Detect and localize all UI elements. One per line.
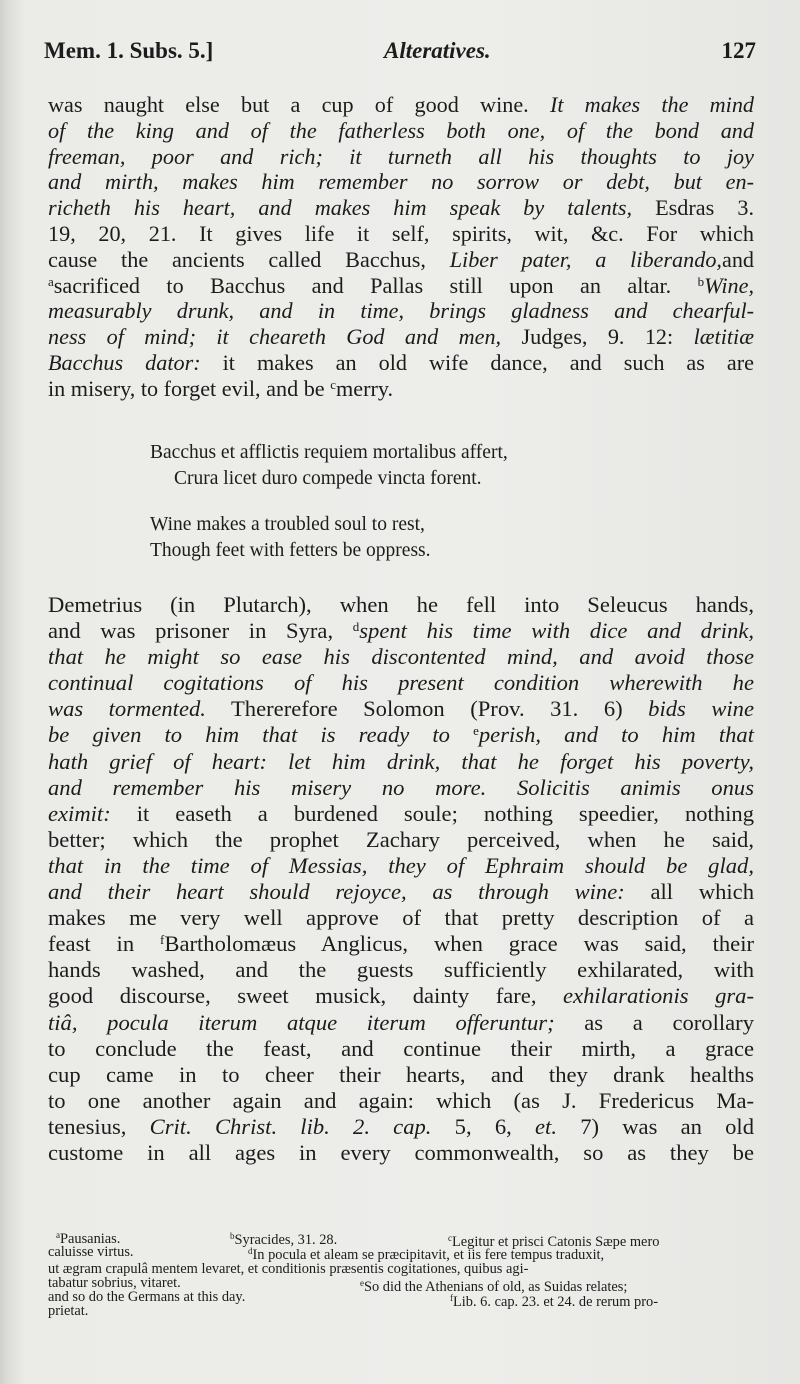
italic-run: It makes the mind — [549, 92, 755, 117]
text-line — [48, 905, 754, 931]
text-line — [48, 144, 754, 170]
italic-run: tiâ, pocula iterum atque iterum offeruntur; — [48, 1009, 555, 1035]
text-line — [48, 644, 754, 670]
italic-run: that he might so ease his discontented mind, and avoid those — [48, 644, 754, 670]
text-line — [48, 324, 754, 350]
footnote-marker: b — [697, 273, 705, 289]
text-line — [48, 118, 754, 144]
text-run: hands washed, and the guests sufficiently exhilarated, with — [48, 957, 754, 983]
text-line — [48, 1036, 754, 1062]
text-run: as a corollary — [554, 1009, 754, 1035]
footnote-f-cont: prietat. — [48, 1303, 89, 1319]
italic-run: ness of mind; it cheareth God and men, — [48, 324, 502, 350]
italic-run: hath grief of heart: let him drink, that he forget his poverty, — [48, 748, 754, 774]
verse-line: Bacchus et afflictis requiem mortalibus affert, — [150, 442, 508, 463]
verse-line: Though feet with fetters be oppress. — [150, 539, 431, 561]
text-run: and — [721, 246, 755, 272]
text-run: cause the ancients called Bacchus, — [48, 246, 450, 272]
text-run: better; which the prophet Zachary perceived, when he said, — [48, 826, 754, 852]
footnote-marker: c — [330, 376, 336, 392]
text-line — [48, 592, 754, 618]
verse-line: Wine makes a troubled soul to rest, — [150, 514, 425, 535]
text-run: custome in all ages in every commonwealth, so as they be — [48, 1139, 754, 1165]
italic-run: perish, and to him that — [478, 722, 754, 748]
footnote-d-cont: tabatur sobrius, vitaret. — [48, 1275, 181, 1291]
text-run: Bartholomæus Anglicus, when grace was said, their — [164, 931, 754, 957]
text-run: Demetrius (in Plutarch), when he fell into Seleucus hands, — [48, 592, 754, 617]
text-run: 19, 20, 21. It gives life it self, spirits, wit, &c. For which — [48, 220, 754, 246]
text-run: makes me very well approve of that pretty description of a — [48, 905, 754, 931]
text-run: cup came in to cheer their hearts, and they drank healths — [48, 1061, 754, 1087]
text-run: 7) was an old — [556, 1113, 755, 1139]
text-line — [48, 247, 754, 273]
text-line — [48, 983, 754, 1009]
italic-run: measurably drunk, and in time, brings gladness and chearful- — [48, 298, 754, 324]
text-run: merry. — [336, 375, 394, 401]
footnote-c: $^c$Legitur et prisci Catonis Sæpe mero — [448, 1233, 660, 1250]
paragraph-1 — [48, 92, 754, 402]
text-run: in misery, to forget evil, and be — [48, 375, 331, 401]
verse-line: Crura licet duro compede vincta forent. — [174, 467, 482, 489]
text-run: it makes an old wife dance, and such as are — [200, 349, 754, 375]
text-line — [48, 298, 754, 324]
italic-run: and mirth, makes him remember no sorrow or debt, but en- — [48, 169, 754, 195]
text-run: 5, 6, — [431, 1113, 536, 1139]
footnote-f: $^f$Lib. 6. cap. 23. et 24. de rerum pro- — [450, 1293, 659, 1310]
italic-run: richeth his heart, and makes him speak by talents, — [48, 195, 633, 221]
header-title: Alteratives. — [384, 38, 491, 63]
text-line — [48, 879, 754, 905]
text-run: sacrificed to Bacchus and Pallas still upon an altar. — [53, 272, 698, 298]
text-line — [48, 1010, 754, 1036]
italic-run: and remember his misery no more. Solicitis animis onus — [48, 774, 754, 800]
text-run: it easeth a burdened soule; nothing speedier, nothing — [110, 800, 754, 826]
text-line — [48, 1088, 754, 1114]
text-run: Judges, 9. 12: — [501, 324, 694, 350]
text-line — [48, 722, 754, 748]
text-line — [48, 618, 754, 644]
text-run: feast in — [48, 931, 161, 957]
italic-run: spent his time with dice and drink, — [359, 618, 754, 644]
paragraph-2 — [48, 592, 754, 1166]
text-run: all which — [624, 879, 754, 905]
text-line — [48, 775, 754, 801]
text-line — [48, 92, 754, 118]
text-line — [48, 1140, 754, 1166]
running-header — [44, 38, 756, 70]
footnote-e: $^e$So did the Athenians of old, as Suidas relates; — [360, 1278, 628, 1295]
footnote-marker: f — [160, 932, 165, 948]
text-line — [48, 670, 754, 696]
verse-english — [150, 512, 431, 564]
italic-run: Liber pater, a liberando, — [449, 246, 722, 272]
italic-run: of the king and of the fatherless both one, of the bond and — [48, 117, 754, 143]
text-line — [48, 931, 754, 957]
footnote-d: $^d$In pocula et aleam se præcipitavit, et iis fere tempus traduxit, — [248, 1246, 605, 1263]
italic-run: that in the time of Messias, they of Ephraim should be glad, — [48, 852, 754, 878]
footnote-e-cont: and so do the Germans at this day. — [48, 1289, 246, 1305]
header-section: Mem. 1. Subs. 5.] — [44, 38, 214, 63]
footnote-a: $^a$Pausanias. — [56, 1230, 121, 1247]
text-line — [48, 749, 754, 775]
page-number: 127 — [721, 38, 756, 63]
text-line — [48, 169, 754, 195]
text-line — [48, 801, 754, 827]
italic-run: exhilarationis gra- — [563, 983, 754, 1009]
text-line — [48, 273, 754, 299]
italic-run: freeman, poor and rich; it turneth all his thoughts to joy — [48, 143, 754, 169]
footnote-b: $^b$Syracides, 31. 28. — [230, 1231, 338, 1248]
italic-run: was tormented. — [48, 696, 206, 722]
text-run: to conclude the feast, and continue their mirth, a grace — [48, 1035, 754, 1061]
italic-run: and their heart should rejoyce, as through wine: — [48, 879, 625, 905]
italic-run: bids wine — [648, 696, 754, 722]
text-run: tenesius, — [48, 1113, 150, 1139]
footnote-marker: d — [352, 619, 360, 635]
text-line — [48, 221, 754, 247]
text-line — [48, 376, 754, 402]
footnote-marker: e — [473, 723, 479, 739]
text-line — [48, 195, 754, 221]
italic-run: Bacchus dator: — [48, 349, 201, 375]
text-line — [48, 827, 754, 853]
text-line — [48, 853, 754, 879]
italic-run: lætitiæ — [693, 324, 755, 350]
text-run: to one another again and again: which (as J. Fredericus Ma- — [48, 1087, 754, 1113]
text-run: and was prisoner in Syra, — [48, 618, 353, 644]
footnotes — [48, 1230, 754, 1343]
text-line — [48, 1114, 754, 1140]
italic-run: eximit: — [48, 800, 111, 826]
italic-run: Wine, — [704, 272, 754, 298]
text-run: Thererefore Solomon (Prov. 31. 6) — [205, 696, 649, 722]
footnote-c-cont: caluisse virtus. — [48, 1244, 134, 1260]
footnote-marker: a — [48, 273, 54, 289]
text-run: good discourse, sweet musick, dainty fare, — [48, 983, 564, 1009]
footnote-d-cont: ut ægram crapulâ mentem levaret, et conditionis præsentis cogitationes, quibus agi- — [48, 1261, 529, 1277]
italic-run: continual cogitations of his present condition wherewith he — [48, 670, 754, 696]
italic-run: et. — [535, 1113, 557, 1139]
italic-run: be given to him that is ready to — [48, 722, 474, 748]
text-run: was naught else but a cup of good wine. — [48, 92, 550, 117]
text-run: Esdras 3. — [632, 195, 754, 221]
text-line — [48, 696, 754, 722]
verse-latin — [150, 440, 508, 492]
text-line — [48, 1062, 754, 1088]
italic-run: Crit. Christ. lib. 2. cap. — [149, 1113, 432, 1139]
text-line — [48, 957, 754, 983]
text-line — [48, 350, 754, 376]
